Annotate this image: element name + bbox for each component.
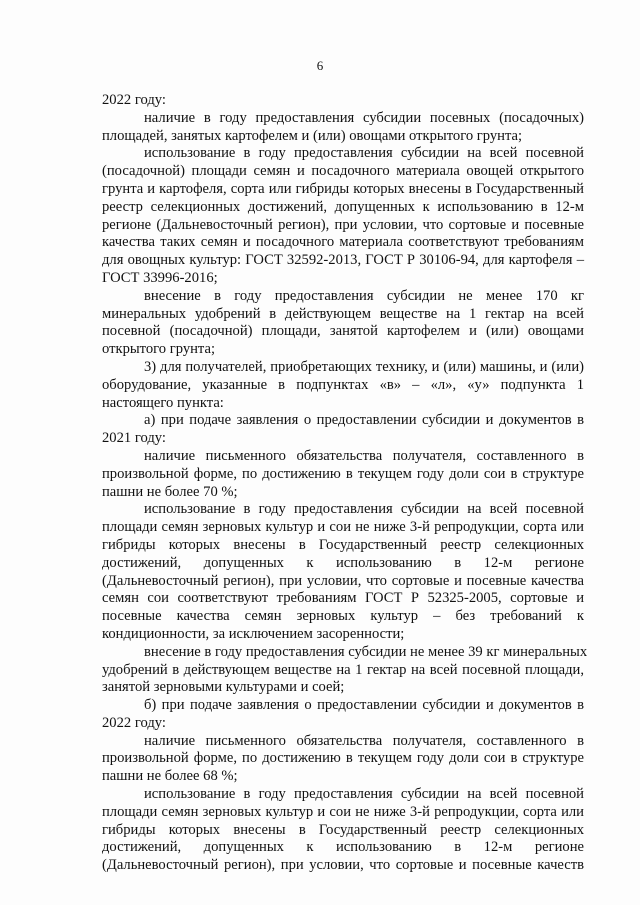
text-line: (Дальневосточный регион), при условии, что сортовые и посевные качеств — [102, 857, 584, 874]
text-line: внесение в году предоставления субсидии не менее 170 кг — [144, 287, 584, 304]
text-line: (Дальневосточный регион), при условии, что сортовые и посевные качества — [102, 572, 584, 589]
text-line: для овощных культур: ГОСТ 32592-2013, ГОСТ Р 30106-94, для картофеля – — [102, 252, 584, 269]
text-line: регионе (Дальневосточный регион), при условии, что сортовые и посевные — [102, 216, 584, 233]
text-line: семян сои соответствуют требованиям ГОСТ Р 52325-2005, сортовые и — [102, 590, 584, 607]
text-line: гибриды которых внесены в Государственный реестр селекционных — [102, 821, 584, 838]
text-line: гибриды которых внесены в Государственный реестр селекционных — [102, 536, 584, 553]
text-line: 3) для получателей, приобретающих технику, и (или) машины, и (или) — [144, 358, 584, 375]
text-line: а) при подаче заявления о предоставлении субсидии и документов в — [144, 412, 584, 429]
text-line: качества таких семян и посадочного материала соответствуют требованиям — [102, 234, 584, 251]
text-line: наличие в году предоставления субсидии посевных (посадочных) — [144, 109, 584, 126]
text-line: внесение в году предоставления субсидии не менее 39 кг минеральных — [144, 643, 588, 660]
text-line: произвольной форме, по достижению в текущем году доли сои в структуре — [102, 465, 584, 482]
text-line: 2022 году: — [102, 92, 166, 108]
text-line: пашни не более 68 %; — [102, 768, 238, 785]
text-line: (посадочной) площади семян и посадочного материала овощей открытого — [102, 163, 584, 180]
text-line: 2022 году: — [102, 714, 166, 731]
text-line: посевные качества семян зерновых культур – без требований к — [102, 608, 584, 625]
text-line: реестр селекционных достижений, допущенных к использованию в 12-м — [102, 198, 584, 215]
text-line: открытого грунта; — [102, 341, 216, 358]
text-line: достижений, допущенных к использованию в 12-м регионе — [102, 839, 584, 856]
text-line: настоящего пункта: — [102, 394, 224, 411]
text-line: б) при подаче заявления о предоставлении субсидии и документов в — [144, 697, 584, 714]
text-line: использование в году предоставления субсидии на всей посевной — [144, 145, 584, 162]
text-line: посевной (посадочной) площади, занятой картофелем и (или) овощами — [102, 323, 584, 340]
text-line: произвольной форме, по достижению в текущем году доли сои в структуре — [102, 750, 584, 767]
text-line: занятой зерновыми культурами и соей; — [102, 679, 345, 696]
text-line: пашни не более 70 %; — [102, 483, 238, 500]
text-line: наличие письменного обязательства получателя, составленного в — [144, 732, 584, 749]
text-line: наличие письменного обязательства получателя, составленного в — [144, 447, 584, 464]
text-line: площади семян зерновых культур и сои не ниже 3-й репродукции, сорта или — [102, 519, 584, 536]
text-line: минеральных удобрений в действующем веществе на 1 гектар на всей — [102, 305, 584, 322]
text-line: ГОСТ 33996-2016; — [102, 269, 218, 286]
page-number: 6 — [316, 58, 324, 73]
text-line: грунта и картофеля, сорта или гибриды которых внесены в Государственный — [102, 180, 584, 197]
text-line: кондиционности, за исключением засоренности; — [102, 625, 405, 642]
text-line: достижений, допущенных к использованию в 12-м регионе — [102, 554, 584, 571]
document-body — [102, 92, 588, 875]
text-line: площади семян зерновых культур и сои не ниже 3-й репродукции, сорта или — [102, 803, 584, 820]
text-line: использование в году предоставления субсидии на всей посевной — [144, 786, 584, 803]
text-line: оборудование, указанные в подпунктах «в» – «л», «у» подпункта 1 — [102, 376, 584, 393]
text-line: 2021 году: — [102, 430, 166, 447]
text-line: площадей, занятых картофелем и (или) овощами открытого грунта; — [102, 127, 523, 144]
text-line: использование в году предоставления субсидии на всей посевной — [144, 501, 584, 518]
text-line: удобрений в действующем веществе на 1 гектар на всей посевной площади, — [102, 661, 584, 678]
